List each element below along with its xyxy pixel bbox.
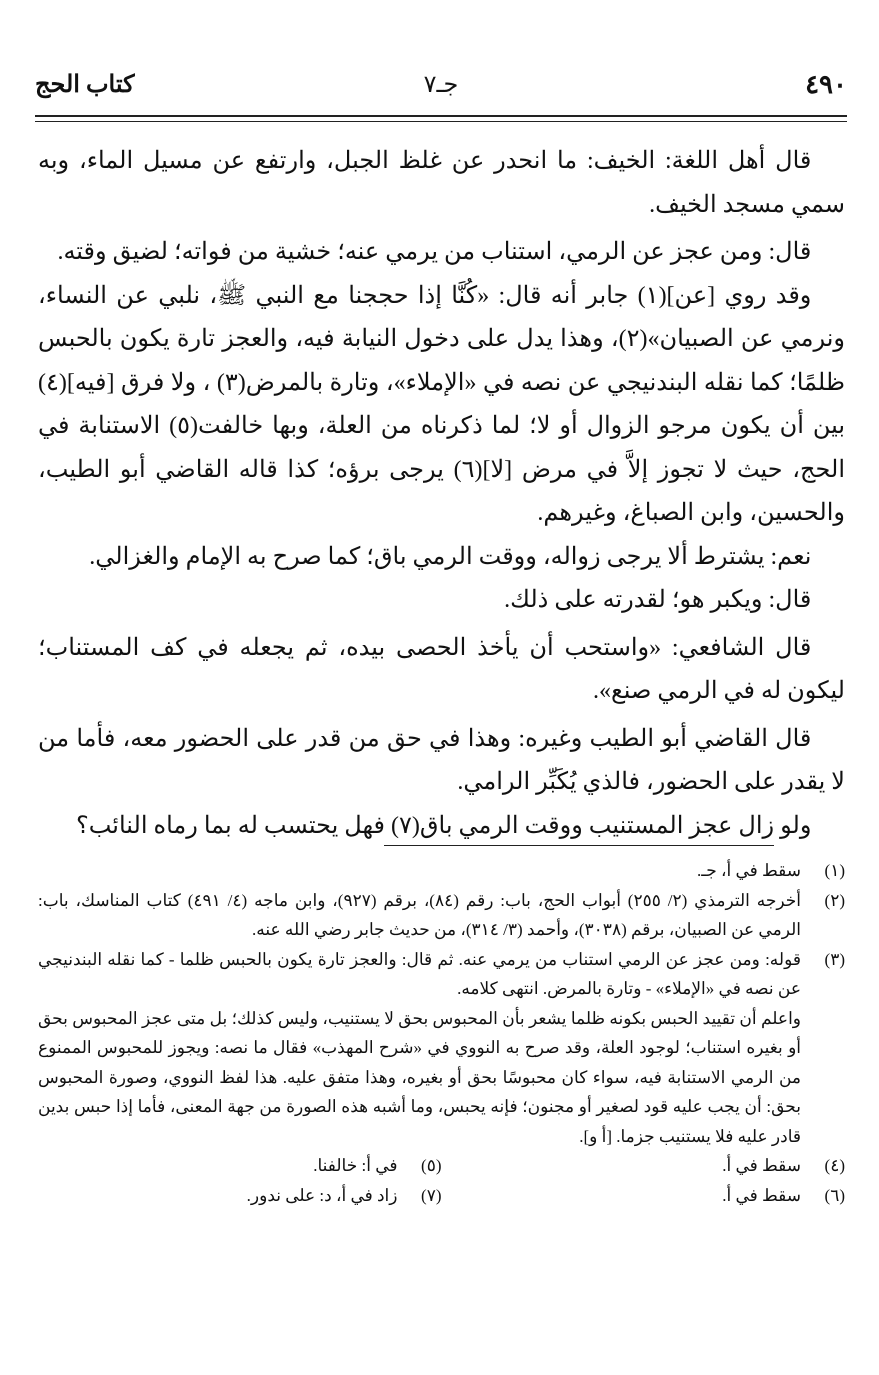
paragraph: قال أهل اللغة: الخيف: ما انحدر عن غلظ الجبل، وارتفع عن مسيل الماء، وبه سمي مسجد الخيف. bbox=[38, 148, 845, 218]
footnotes bbox=[38, 856, 845, 1210]
footnote-text: سقط في أ. bbox=[722, 1156, 801, 1175]
footnote-5 bbox=[38, 1151, 442, 1181]
footnote-1 bbox=[38, 856, 845, 886]
volume-label: جـ٧ bbox=[423, 72, 459, 98]
footnote-number: (٤) bbox=[824, 1156, 845, 1175]
header-rule bbox=[35, 115, 847, 117]
footnote-2 bbox=[38, 886, 845, 945]
running-header bbox=[35, 70, 847, 110]
footnote-number: (٣) bbox=[824, 949, 845, 969]
paragraph: نعم: يشترط ألا يرجى زواله، ووقت الرمي باق؛ كما صرح به الإمام والغزالي. bbox=[89, 543, 812, 570]
footnote-row bbox=[38, 1151, 845, 1181]
footnote-number: (٦) bbox=[824, 1185, 845, 1205]
footnote-6 bbox=[442, 1181, 846, 1211]
header-rule-thin bbox=[35, 121, 847, 122]
footnote-number: (٧) bbox=[421, 1185, 442, 1205]
footnote-number: (٥) bbox=[421, 1156, 442, 1175]
footnote-text: سقط في أ. bbox=[722, 1185, 801, 1205]
footnote-number: (٢) bbox=[824, 890, 845, 910]
footnote-number: (١) bbox=[824, 861, 845, 880]
book-title: كتاب الحج bbox=[35, 72, 135, 98]
footnote-text: زاد في أ، د: على ندور. bbox=[246, 1185, 398, 1205]
paragraph: قال القاضي أبو الطيب وغيره: وهذا في حق من قدر على الحضور معه، فأما من لا يقدر على الحضور، فالذي يُكَبِّر الرامي. bbox=[38, 725, 845, 795]
footnote-line: قوله: ومن عجز عن الرمي استناب من يرمي عنه. ثم قال: والعجز تارة يكون بالحبس ظلما - كما نقله البندنيجي عن نصه في «الإملاء» - وتارة بالمرض. انتهى كلامه. bbox=[38, 949, 801, 998]
footnote-7 bbox=[38, 1181, 442, 1211]
footnote-separator bbox=[384, 845, 774, 846]
paragraph: قال: ويكبر هو؛ لقدرته على ذلك. bbox=[504, 587, 812, 613]
paragraph: قال: ومن عجز عن الرمي، استناب من يرمي عنه؛ خشية من فواته؛ لضيق وقته. bbox=[57, 239, 812, 265]
footnote-3 bbox=[38, 945, 845, 1152]
footnote-text bbox=[38, 945, 801, 1152]
main-text bbox=[38, 140, 845, 848]
footnote-row bbox=[38, 1181, 845, 1211]
paragraph: قال الشافعي: «واستحب أن يأخذ الحصى بيده، ثم يجعله في كف المستناب؛ ليكون له في الرمي صنع». bbox=[38, 634, 845, 704]
paragraph: وقد روي [عن](١) جابر أنه قال: «كُنَّا إذا حججنا مع النبي ﷺ، نلبي عن النساء، ونرمي عن الصبيان»(٢)، وهذا يدل على دخول النيابة فيه، والعجز تارة يكون بالحبس ظلمًا؛ كما نقله البندنيجي عن نصه في «الإملاء»، وتارة بالمرض(٣) ، ولا فرق [فيه](٤) بين أن يكون مرجو الزوال أو لا؛ لما ذكرناه من العلة، وبها خالفت(٥) الاستنابة في الحج، حيث لا تجوز إلاَّ في مرض [لا](٦) يرجى برؤه؛ كذا قاله القاضي أبو الطيب، والحسين، وابن الصباغ، وغيرهم. bbox=[38, 282, 846, 526]
paragraph: ولو زال عجز المستنيب ووقت الرمي باق(٧) فهل يحتسب له بما رماه النائب؟ bbox=[76, 812, 812, 839]
footnote-line: واعلم أن تقييد الحبس بكونه ظلما يشعر بأن المحبوس بحق لا يستنيب، وليس كذلك؛ بل متى عجز المحبوس بحق أو بغيره استناب؛ لوجود العلة، وقد صرح به النووي في «شرح المهذب» فقال ما نصه: ويجوز للمحبوس الممنوع من الرمي الاستنابة فيه، سواء كان محبوسًا بحق أو بغيره، وهذا متفق عليه. هذا لفظ النووي، وصورة المحبوس بحق: أن يجب عليه قود لصغير أو مجنون؛ فإنه يحبس، وما أشبه هذه الصورة من جهة المعنى، فأما إذا حبس بدين قادر عليه فلا يستنيب جزما. [أ و]. bbox=[38, 1008, 801, 1146]
page-number: ٤٩٠ bbox=[805, 70, 847, 99]
footnote-text: سقط في أ، جـ. bbox=[697, 861, 801, 880]
footnote-text: أخرجه الترمذي (٢/ ٢٥٥) أبواب الحج، باب: رقم (٨٤)، برقم (٩٢٧)، وابن ماجه (٤/ ٤٩١) كتاب المناسك، باب: الرمي عن الصبيان، برقم (٣٠٣٨)، وأحمد (٣/ ٣١٤)، من حديث جابر رضي الله عنه. bbox=[38, 890, 801, 939]
footnote-4 bbox=[442, 1151, 846, 1181]
footnote-text: في أ: خالفنا. bbox=[313, 1156, 398, 1175]
